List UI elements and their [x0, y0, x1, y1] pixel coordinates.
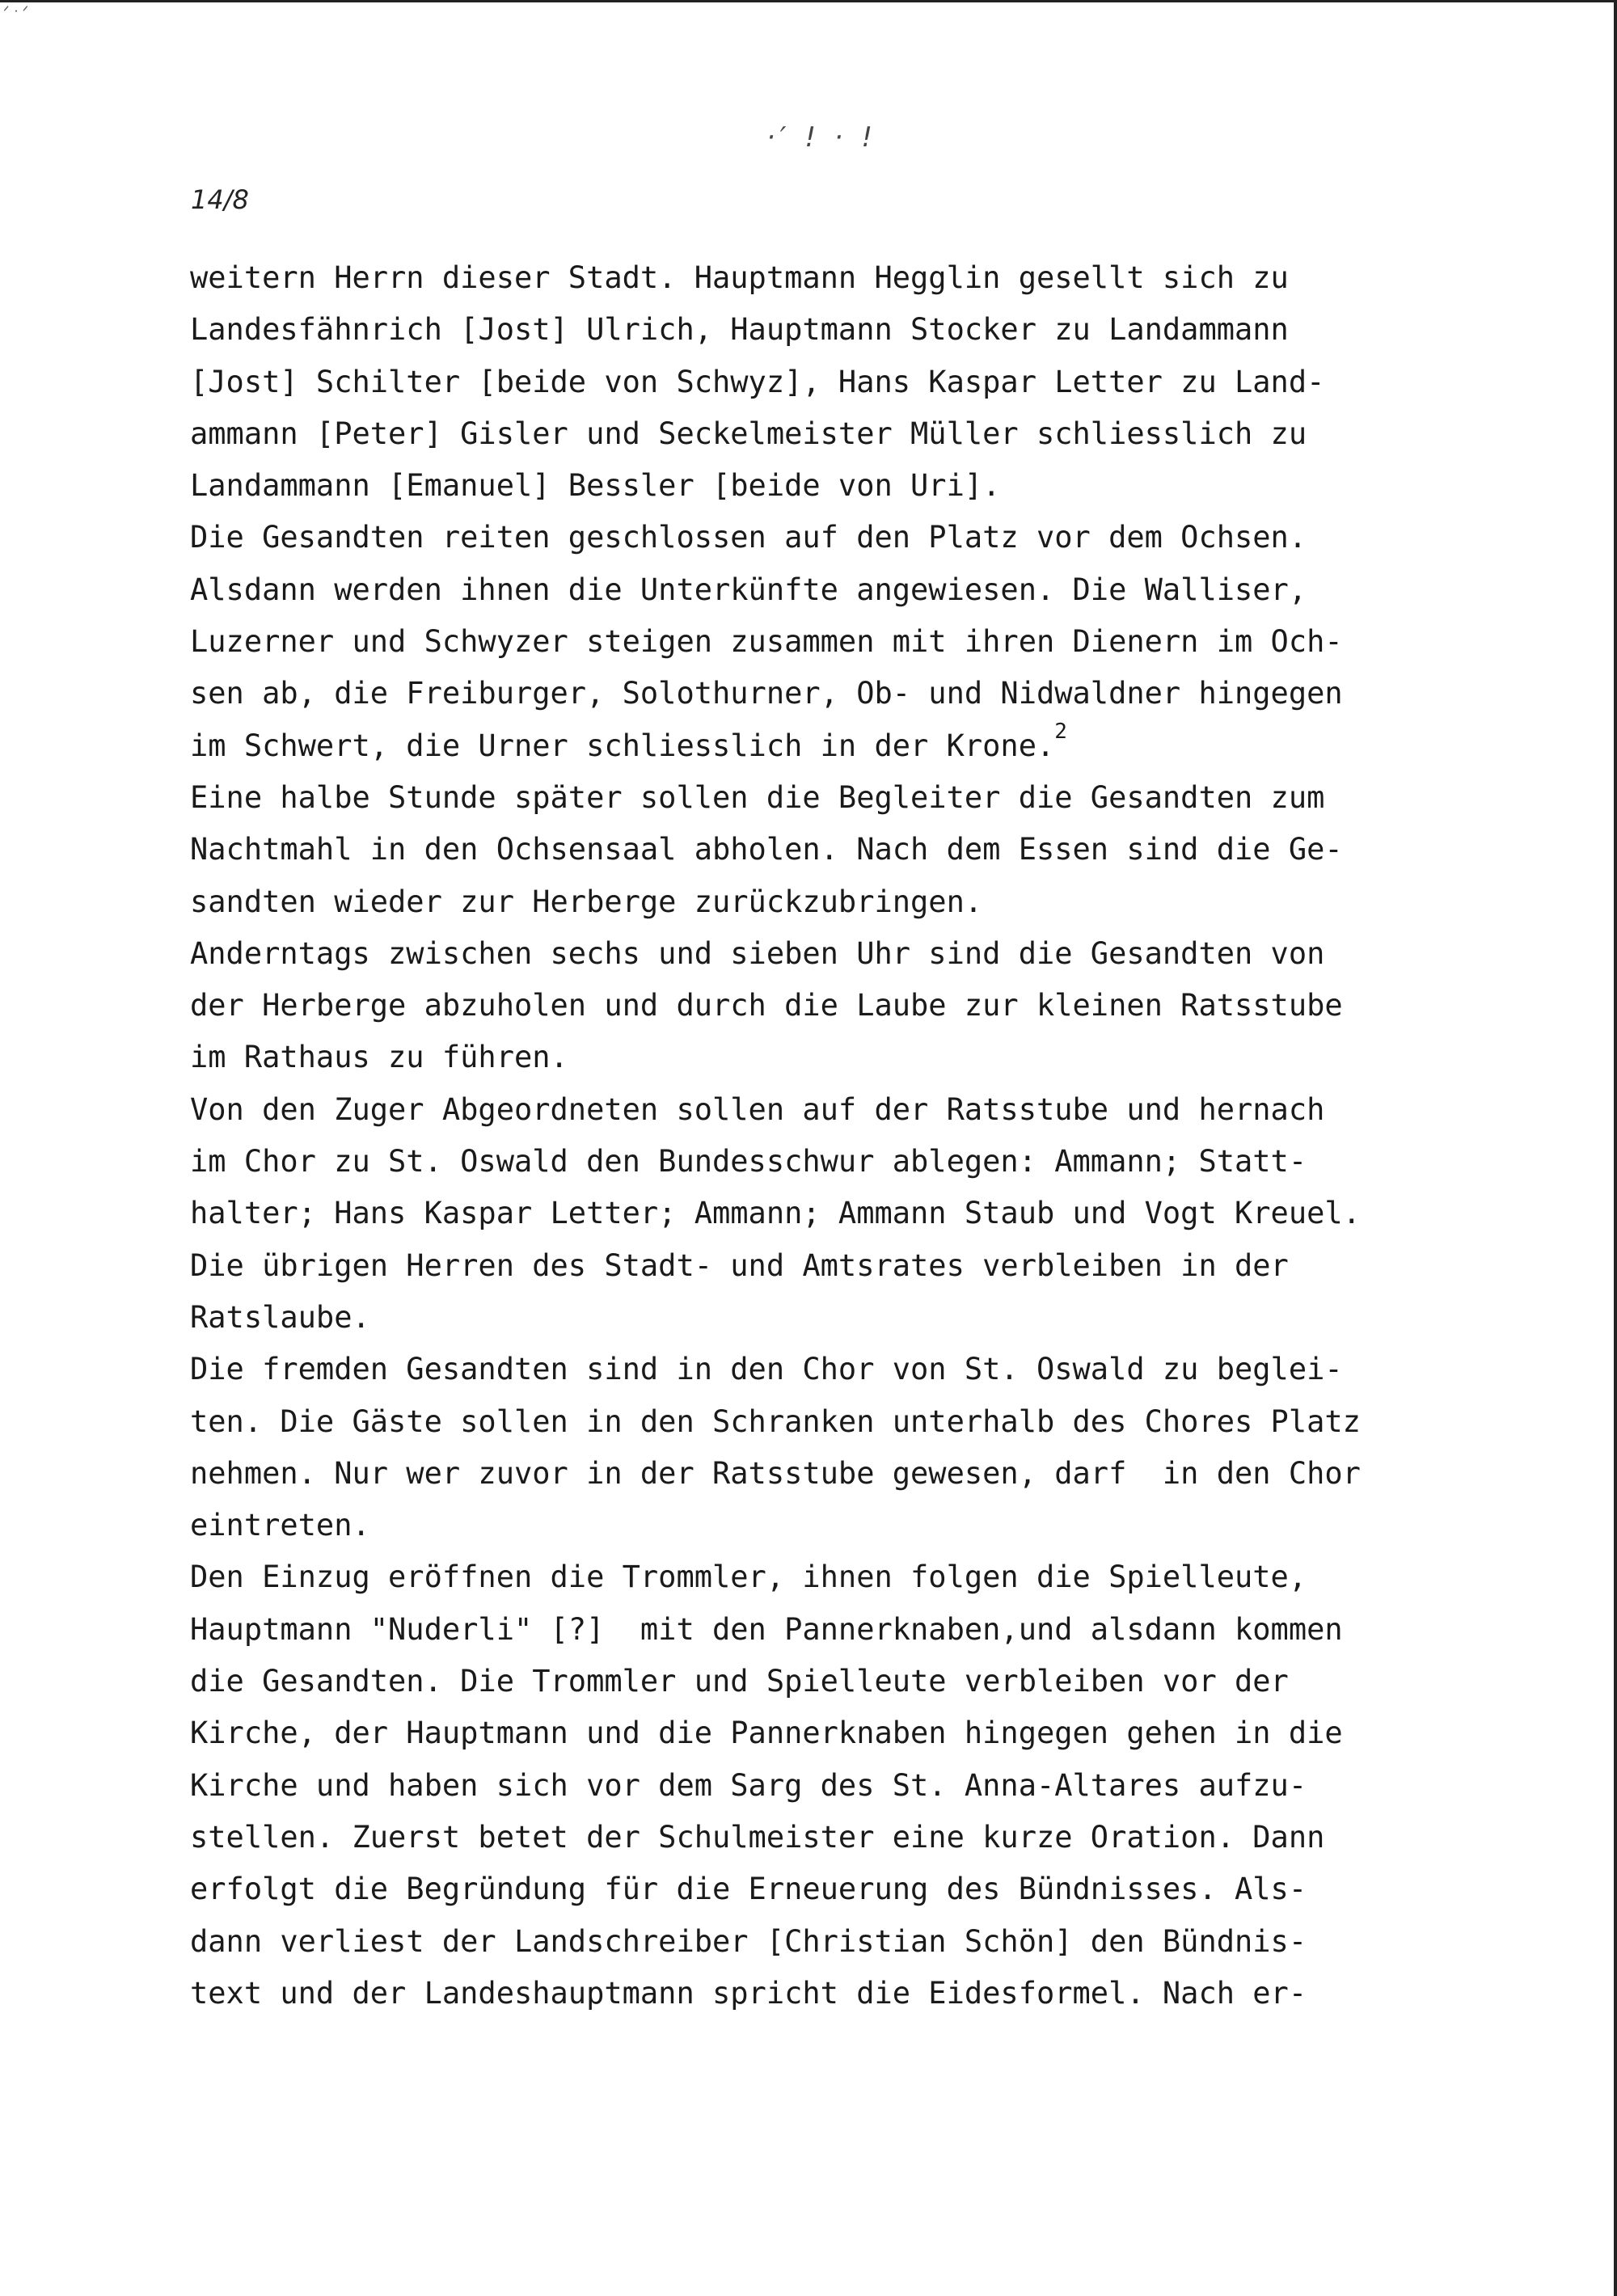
text-line: Die übrigen Herren des Stadt- und Amtsrates verbleiben in der [190, 1247, 1289, 1283]
text-line: Landammann [Emanuel] Bessler [beide von Uri]. [190, 468, 1001, 504]
text-line: Landesfähnrich [Jost] Ulrich, Hauptmann Stocker zu Landammann [190, 312, 1289, 348]
text-line: Kirche und haben sich vor dem Sarg des St. Anna-Altares aufzu- [190, 1767, 1307, 1803]
footnote-marker: 2 [1054, 719, 1067, 744]
text-line: ten. Die Gäste sollen in den Schranken unterhalb des Chores Platz [190, 1403, 1361, 1439]
text-line: im Schwert, die Urner schliesslich in der Krone. [190, 728, 1055, 763]
text-line: Alsdann werden ihnen die Unterkünfte angewiesen. Die Walliser, [190, 572, 1307, 607]
text-line: Nachtmahl in den Ochsensaal abholen. Nach dem Essen sind die Ge- [190, 832, 1343, 867]
text-line: halter; Hans Kaspar Letter; Ammann; Ammann Staub und Vogt Kreuel. [190, 1196, 1361, 1231]
text-line: der Herberge abzuholen und durch die Laube zur kleinen Ratsstube [190, 988, 1343, 1023]
page-number: 14/8 [191, 184, 249, 215]
text-line-with-footnote [190, 720, 1484, 772]
text-line: Hauptmann "Nuderli" [?] mit den Pannerknaben,und alsdann kommen [190, 1611, 1343, 1647]
text-line: ammann [Peter] Gisler und Seckelmeister Müller schliesslich zu [190, 416, 1307, 451]
text-line: die Gesandten. Die Trommler und Spielleute verbleiben vor der [190, 1664, 1289, 1699]
text-line: Luzerner und Schwyzer steigen zusammen mit ihren Dienern im Och- [190, 624, 1343, 660]
text-line: weitern Herrn dieser Stadt. Hauptmann Hegglin gesellt sich zu [190, 260, 1289, 295]
text-line: im Chor zu St. Oswald den Bundesschwur ablegen: Ammann; Statt- [190, 1144, 1307, 1180]
text-line: Den Einzug eröffnen die Trommler, ihnen folgen die Spielleute, [190, 1560, 1307, 1595]
text-line: dann verliest der Landschreiber [Christian Schön] den Bündnis- [190, 1923, 1307, 1959]
text-line: im Rathaus zu führen. [190, 1040, 568, 1075]
text-line: Ratslaube. [190, 1299, 370, 1335]
text-line: stellen. Zuerst betet der Schulmeister eine kurze Oration. Dann [190, 1819, 1325, 1855]
handwritten-scribble: ·′ ! · ! [766, 121, 878, 154]
text-line: Die fremden Gesandten sind in den Chor von St. Oswald zu beglei- [190, 1352, 1343, 1387]
text-line: sen ab, die Freiburger, Solothurner, Ob- und Nidwaldner hingegen [190, 676, 1343, 711]
text-line: Eine halbe Stunde später sollen die Begleiter die Gesandten zum [190, 779, 1325, 815]
text-line: Die Gesandten reiten geschlossen auf den Platz vor dem Ochsen. [190, 520, 1307, 555]
text-line: [Jost] Schilter [beide von Schwyz], Hans Kaspar Letter zu Land- [190, 364, 1325, 399]
text-line: Anderntags zwischen sechs und sieben Uhr sind die Gesandten von [190, 935, 1325, 971]
text-line: eintreten. [190, 1508, 370, 1543]
body-text [190, 252, 1484, 2020]
text-line: nehmen. Nur wer zuvor in der Ratsstube gewesen, darf in den Chor [190, 1455, 1361, 1491]
corner-mark: ᐟ ᐧ ᐟ [3, 3, 29, 20]
text-line: Von den Zuger Abgeordneten sollen auf der Ratsstube und hernach [190, 1091, 1325, 1127]
text-line: sandten wieder zur Herberge zurückzubringen. [190, 884, 983, 919]
text-line: erfolgt die Begründung für die Erneuerung des Bündnisses. Als- [190, 1872, 1307, 1907]
text-line: text und der Landeshauptmann spricht die Eidesformel. Nach er- [190, 1975, 1307, 2011]
page-border-right [1614, 0, 1617, 2296]
text-line: Kirche, der Hauptmann und die Pannerknaben hingegen gehen in die [190, 1716, 1343, 1751]
page-border-top [0, 0, 1617, 2]
